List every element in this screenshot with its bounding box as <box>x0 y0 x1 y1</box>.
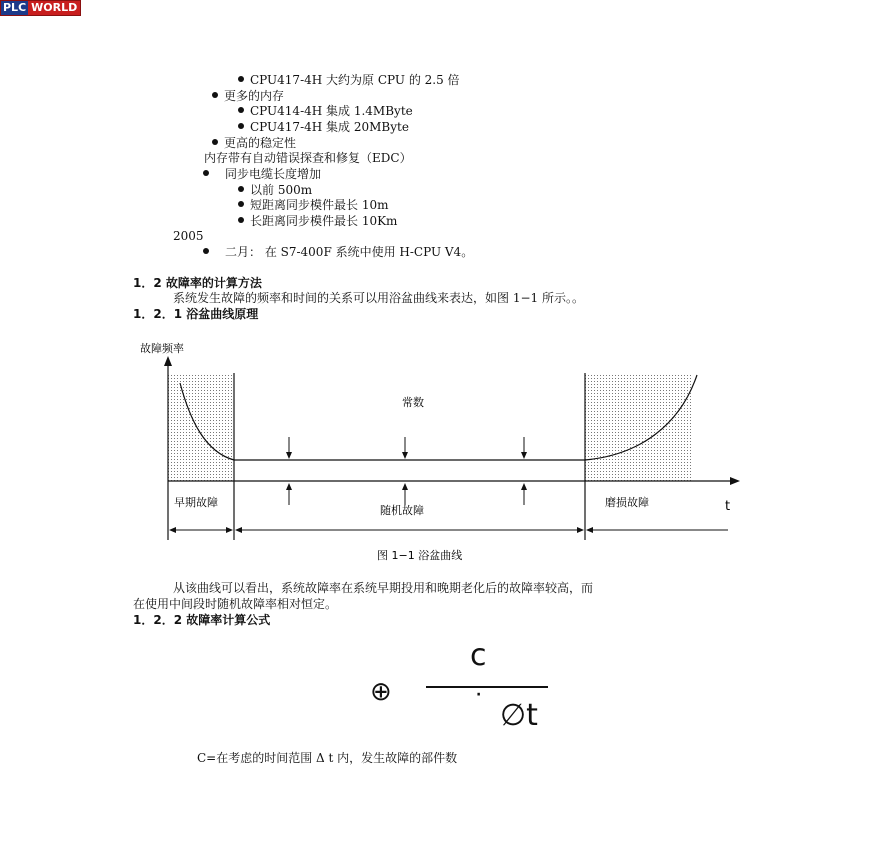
y-axis-label: 故障频率 <box>140 342 184 355</box>
x-axis-label: t <box>725 499 731 514</box>
formula-dot: · <box>476 687 482 703</box>
span-arrows <box>169 527 728 533</box>
wearout-failure-label: 磨损故障 <box>605 496 649 509</box>
formula-numerator: c <box>470 638 487 673</box>
list-item: 更高的稳定性 <box>212 136 296 150</box>
random-failure-label: 随机故障 <box>380 504 424 517</box>
list-item: 2005 <box>173 229 204 243</box>
list-item: 长距离同步模件最长 10Km <box>238 214 397 228</box>
list-item: 短距离同步模件最长 10m <box>238 198 388 212</box>
formula-note: C=在考虑的时间范围 Δ t 内，发生故障的部件数 <box>197 751 458 765</box>
early-failure-label: 早期故障 <box>174 496 218 509</box>
list-item: CPU417-4H 集成 20MByte <box>238 120 409 134</box>
section-heading: 1．2 故障率的计算方法 <box>133 276 262 290</box>
formula-denominator: ∅t <box>500 698 538 733</box>
list-item: 同步电缆长度增加 <box>203 167 321 181</box>
list-item: CPU414-4H 集成 1.4MByte <box>238 104 413 118</box>
logo-part-plc: PLC <box>3 1 27 14</box>
list-item: 以前 500m <box>238 183 312 197</box>
random-arrow-marks <box>286 437 527 505</box>
fraction-bar <box>426 686 548 688</box>
wearout-failure-shade <box>585 373 693 481</box>
paragraph-line: 从该曲线可以看出，系统故障率在系统早期投用和晚期老化后的故障率较高，而 <box>173 581 594 595</box>
list-item: 内存带有自动错误探查和修复（EDC） <box>204 151 412 165</box>
list-item: 二月： 在 S7-400F 系统中使用 H-CPU V4。 <box>203 245 473 259</box>
section-heading: 1．2．2 故障率计算公式 <box>133 613 271 627</box>
figure-caption: 图 1−1 浴盆曲线 <box>377 549 463 562</box>
logo-part-world: WORLD <box>28 1 80 15</box>
formula-lhs: ⊕ <box>370 677 392 707</box>
y-axis-arrow-icon <box>164 356 172 366</box>
section-heading: 1．2．1 浴盆曲线原理 <box>133 307 259 321</box>
list-item: CPU417-4H 大约为原 CPU 的 2.5 倍 <box>238 73 460 87</box>
early-failure-shade <box>168 373 234 481</box>
paragraph: 系统发生故障的频率和时间的关系可以用浴盆曲线来表达，如图 1−1 所示。。 <box>173 291 584 305</box>
list-item: 更多的内存 <box>212 89 284 103</box>
x-axis-arrow-icon <box>730 477 740 485</box>
constant-label: 常数 <box>402 396 424 409</box>
paragraph-line: 在使用中间段时随机故障率相对恒定。 <box>133 597 338 611</box>
